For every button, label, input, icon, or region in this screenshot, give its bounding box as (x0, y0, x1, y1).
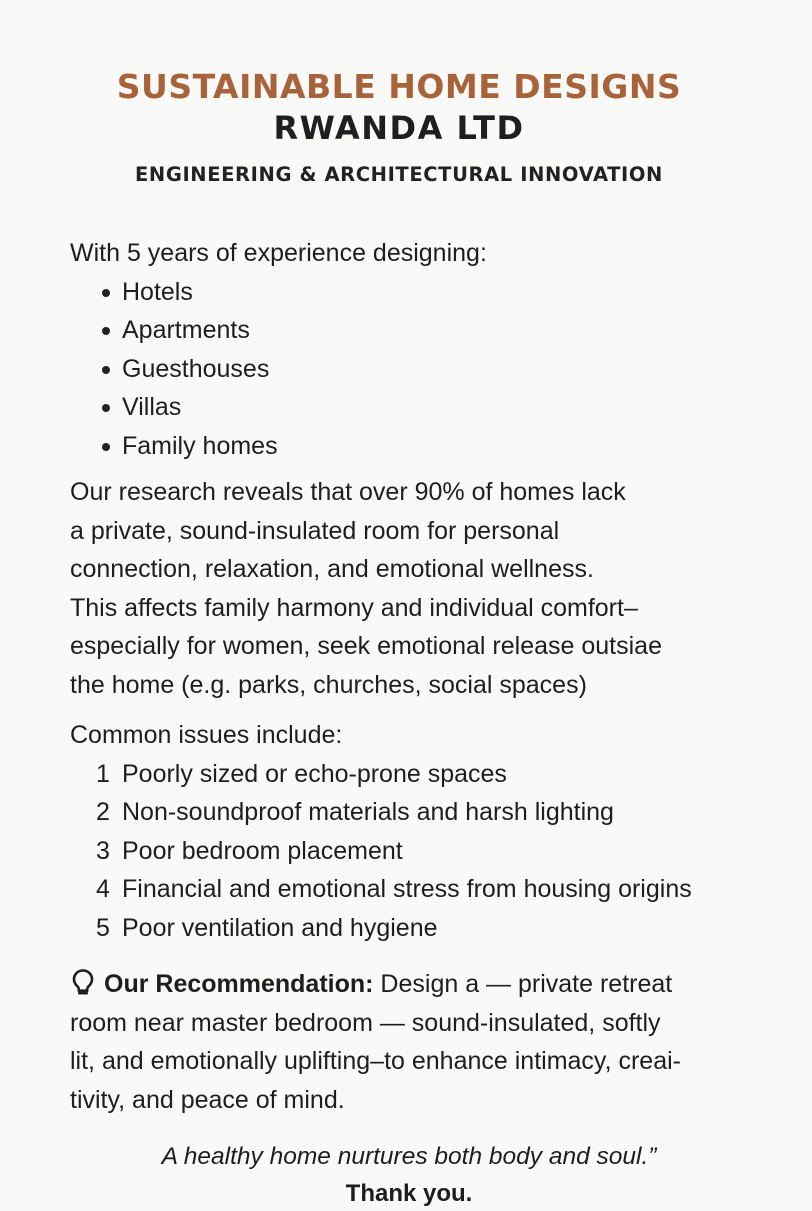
header (70, 0, 758, 188)
issue-text: Poor ventilation and hygiene (122, 913, 438, 942)
company-tagline: ENGINEERING & ARCHITECTURAL INNOVATION (135, 163, 663, 186)
issue-number: 3 (96, 836, 110, 865)
list-item (96, 755, 758, 794)
research-paragraph (70, 473, 758, 704)
issues-section (70, 716, 758, 947)
issues-intro: Common issues include: (70, 721, 343, 749)
company-subtitle: RWANDA LTD (273, 109, 525, 147)
company-title: SUSTAINABLE HOME DESIGNS (116, 67, 682, 106)
list-item: Hotels (98, 273, 758, 312)
recommendation-label: Our Recommendation: (104, 970, 374, 998)
issue-text: Financial and emotional stress from housing origins (122, 875, 692, 903)
recommendation-first-line (70, 965, 758, 1004)
issue-text: Poorly sized or echo-prone spaces (122, 759, 507, 788)
intro-text: With 5 years of experience designing: (70, 239, 487, 267)
recommendation-line: tivity, and peace of mind. (70, 1085, 345, 1114)
research-line: a private, sound-insulated room for personal (70, 516, 560, 545)
issue-number: 4 (96, 875, 110, 903)
research-line: Our research reveals that over 90% of homes lack (70, 478, 626, 506)
lightbulb-icon (70, 968, 96, 996)
list-item (96, 870, 758, 909)
issue-text: Poor bedroom placement (122, 836, 403, 865)
list-item: Villas (98, 388, 758, 427)
research-line: especially for women, seek emotional release outsiae (70, 632, 662, 660)
list-item: Guesthouses (98, 350, 758, 389)
issue-number: 5 (96, 913, 110, 942)
research-line: This affects family harmony and individual comfort– (70, 593, 638, 622)
issues-list (70, 755, 758, 948)
recommendation-first-text: Design a — private retreat (373, 970, 673, 998)
list-item (96, 832, 758, 871)
thank-you-text: Thank you. (345, 1180, 473, 1207)
list-item (96, 793, 758, 832)
building-types-list (70, 273, 758, 466)
issue-text: Non-soundproof materials and harsh lighting (122, 798, 614, 826)
issue-number: 2 (96, 798, 110, 826)
recommendation-line: lit, and emotionally uplifting–to enhance intimacy, creai- (70, 1047, 681, 1075)
intro-section (70, 234, 758, 465)
closing-quote: A healthy home nurtures both body and soul.” (161, 1143, 657, 1170)
recommendation-line: room near master bedroom — sound-insulated, softly (70, 1008, 661, 1037)
list-item (96, 909, 758, 948)
list-item: Family homes (98, 427, 758, 466)
recommendation-paragraph (70, 965, 758, 1119)
list-item: Apartments (98, 311, 758, 350)
research-line: connection, relaxation, and emotional wellness. (70, 555, 594, 583)
research-line: the home (e.g. parks, churches, social spaces) (70, 670, 587, 699)
issue-number: 1 (96, 759, 110, 788)
